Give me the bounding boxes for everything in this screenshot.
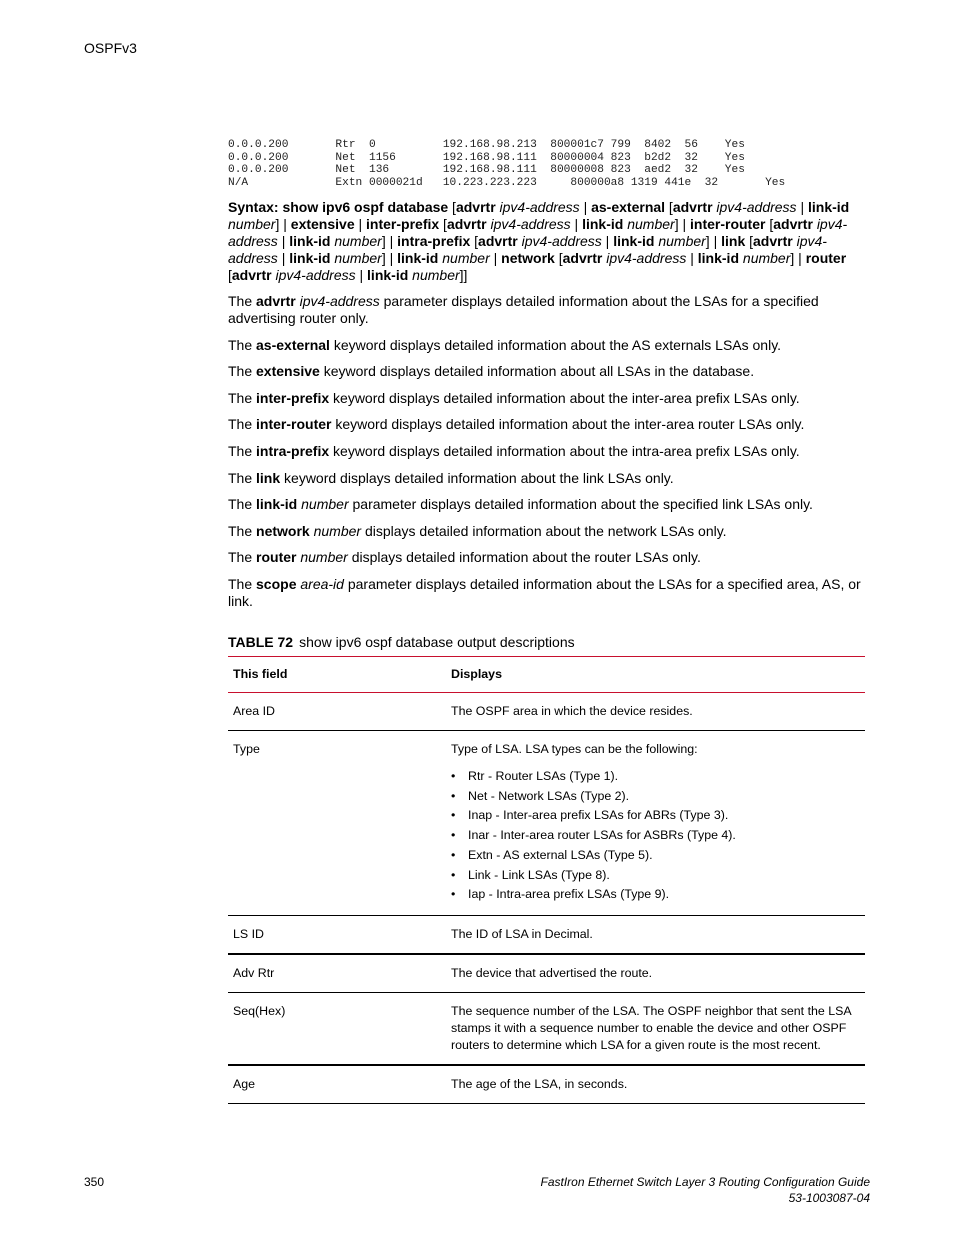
description-cell: The device that advertised the route. [451, 965, 653, 980]
list-item: • Iap - Intra-area prefix LSAs (Type 9). [468, 885, 857, 905]
lsa-type-list [451, 767, 857, 905]
list-item: • Inar - Inter-area router LSAs for ASBRs (Type 4). [468, 826, 857, 846]
field-cell: Seq(Hex) [233, 1003, 286, 1018]
list-item: • Net - Network LSAs (Type 2). [468, 787, 857, 807]
table-row [228, 731, 865, 916]
list-item: • Link - Link LSAs (Type 8). [468, 866, 857, 886]
list-item: • Extn - AS external LSAs (Type 5). [468, 846, 857, 866]
param-paragraph: The inter-prefix keyword displays detailed information about the inter-area prefix LSAs only. [228, 389, 800, 406]
output-descriptions-table [228, 656, 865, 1104]
table-row [228, 693, 865, 731]
param-paragraph: The link keyword displays detailed information about the link LSAs only. [228, 469, 674, 486]
column-header-displays: Displays [451, 667, 502, 681]
page-number: 350 [84, 1175, 105, 1189]
code-line: 0.0.0.200 Net 1156 192.168.98.111 80000004 823 b2d2 32 Yes [228, 151, 745, 164]
param-paragraph: The intra-prefix keyword displays detailed information about the intra-area prefix LSAs only. [228, 442, 800, 459]
code-output [228, 139, 785, 189]
code-line: 0.0.0.200 Rtr 0 192.168.98.213 800001c7 799 8402 56 Yes [228, 139, 745, 151]
code-line: 0.0.0.200 Net 136 192.168.98.111 80000008 823 aed2 32 Yes [228, 164, 745, 177]
description-text: Type of LSA. LSA types can be the following: [451, 742, 698, 756]
param-paragraph: The extensive keyword displays detailed information about all LSAs in the database. [228, 363, 755, 380]
code-line: N/A Extn 0000021d 10.223.223.223 800000a8 1319 441e 32 Yes [228, 176, 786, 189]
description-cell [446, 731, 865, 916]
table-title: show ipv6 ospf database output descriptions [299, 634, 575, 650]
column-header-field: This field [233, 667, 288, 681]
syntax-block: Syntax: show ipv6 ospf database [advrtr ipv4-address | as-external [advrtr ipv4-address | link-id number] | extensive | inter-prefix [advrtr ipv4-address | link-id number] | inter-router [advrtr ipv4- address | link-id number] | intra-prefix [advrtr ipv4-address | link-id number] | link [advrtr ipv4- address | link-id number] | link-id number | network [advrtr ipv4-address | link-id number] | router [advrtr ipv4-address | link-id number]] [228, 199, 850, 283]
field-cell: Adv Rtr [233, 965, 275, 980]
document-title: FastIron Ethernet Switch Layer 3 Routing Configuration Guide [540, 1175, 870, 1189]
parameter-descriptions [228, 293, 868, 620]
table-header-row [228, 657, 865, 693]
table-row [228, 992, 865, 1065]
running-header: OSPFv3 [84, 40, 137, 56]
param-paragraph: The link-id number parameter displays detailed information about the specified link LSAs only. [228, 496, 813, 513]
field-cell: LS ID [233, 926, 264, 941]
description-cell: The sequence number of the LSA. The OSPF neighbor that sent the LSA stamps it with a sequence number to enable the device and other OSPF routers to determine which LSA for a given route is the most recent. [451, 1003, 851, 1052]
table-number: TABLE 72 [228, 634, 294, 650]
table-row [228, 915, 865, 954]
document-number: 53-1003087-04 [788, 1190, 870, 1205]
param-paragraph: The inter-router keyword displays detailed information about the inter-area router LSAs only. [228, 416, 805, 433]
description-cell: The ID of LSA in Decimal. [451, 926, 593, 941]
list-item: • Inap - Inter-area prefix LSAs for ABRs (Type 3). [468, 806, 857, 826]
param-paragraph: The advrtr ipv4-address parameter displays detailed information about the LSAs for a specified advertising router only. [228, 293, 819, 326]
field-cell: Age [233, 1076, 256, 1091]
footer-document-info [540, 1175, 870, 1206]
param-paragraph: The router number displays detailed information about the router LSAs only. [228, 549, 701, 566]
table-row [228, 954, 865, 993]
table-row [228, 1065, 865, 1104]
description-cell: The OSPF area in which the device resides. [451, 704, 693, 718]
field-cell: Type [233, 742, 260, 756]
table-caption [228, 634, 575, 650]
param-paragraph: The network number displays detailed information about the network LSAs only. [228, 522, 727, 539]
param-paragraph: The as-external keyword displays detailed information about the AS externals LSAs only. [228, 336, 782, 353]
param-paragraph: The scope area-id parameter displays detailed information about the LSAs for a specified area, AS, or link. [228, 575, 861, 609]
description-cell: The age of the LSA, in seconds. [451, 1076, 628, 1091]
list-item: • Rtr - Router LSAs (Type 1). [468, 767, 857, 787]
field-cell: Area ID [233, 704, 276, 718]
